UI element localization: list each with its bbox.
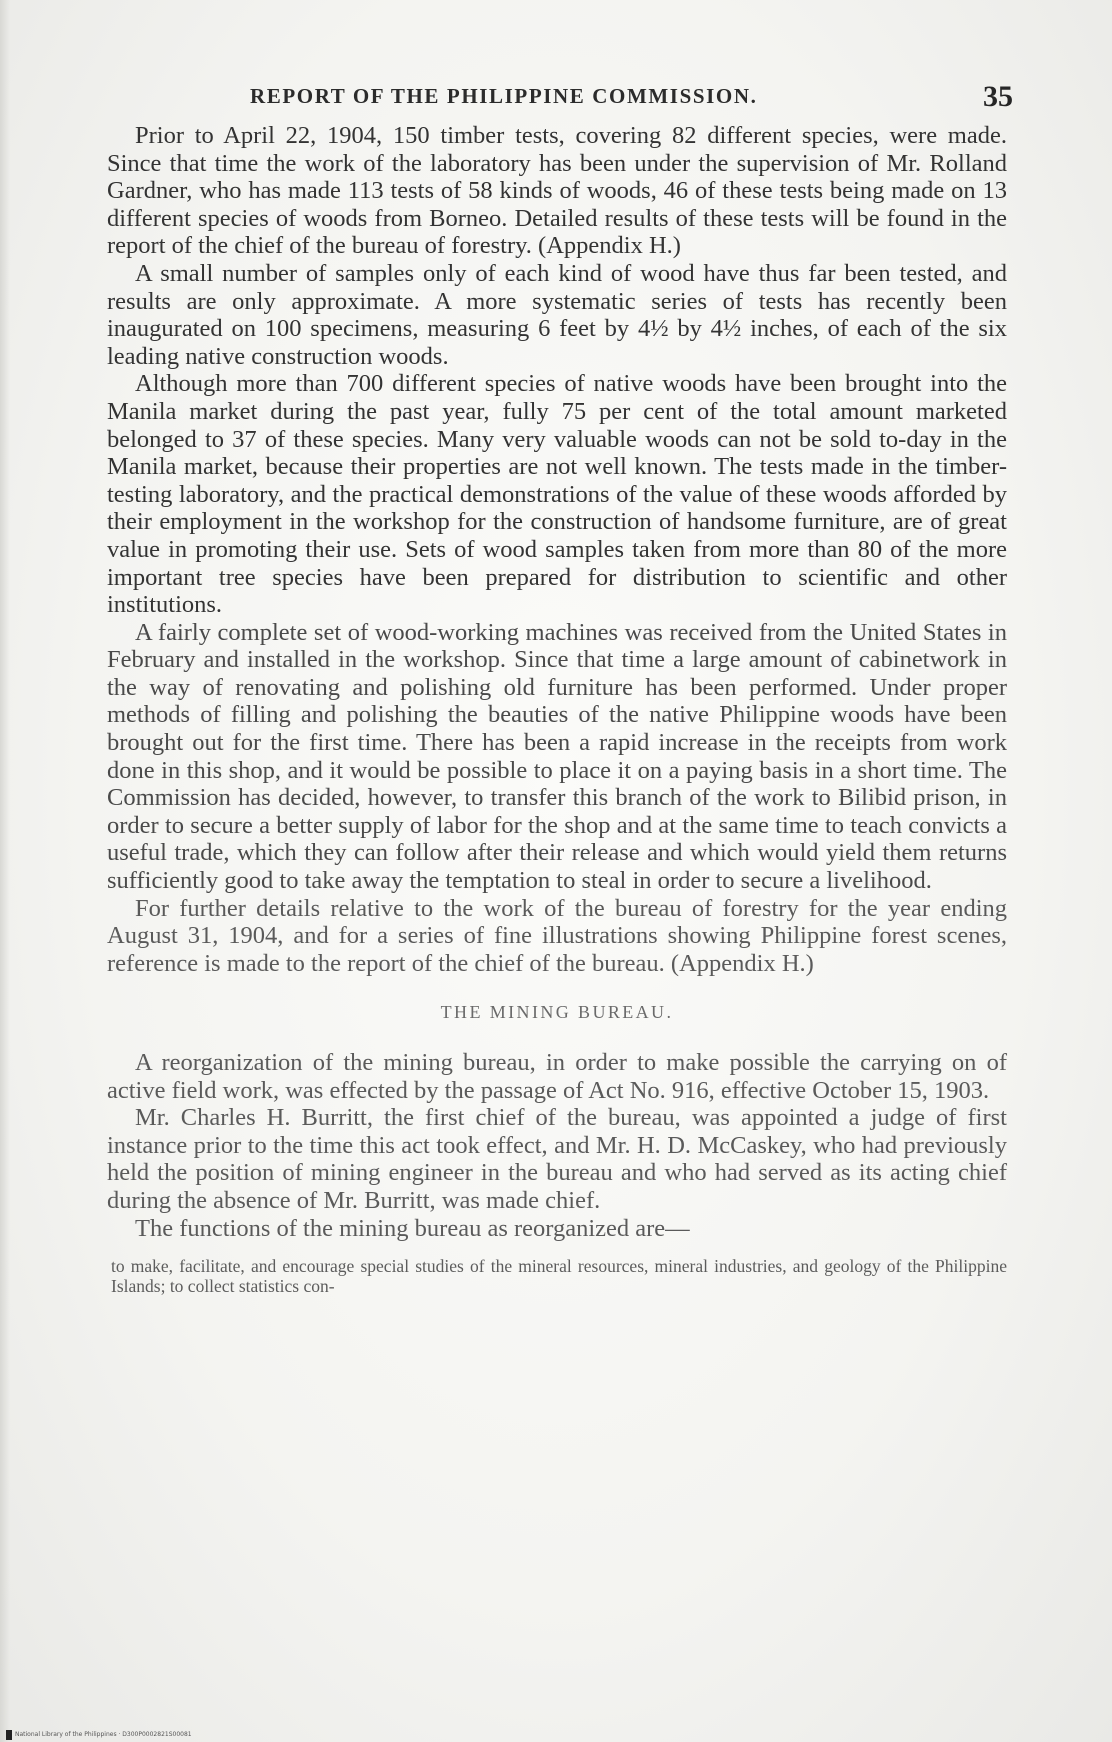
paragraph: Prior to April 22, 1904, 150 timber tests, covering 82 different species, were made. Since that time the work of the laboratory has been under the supervision of Mr. Rolland Gardner, who has made 113 tests of 58 kinds of woods, 46 of these tests being made on 13 different species of woods from Borneo. Detailed results of these tests will be found in the report of the chief of the bureau of forestry. (Appendix H.) bbox=[107, 122, 1007, 260]
paragraph: A fairly complete set of wood-working machines was received from the United States in February and installed in the workshop. Since that time a large amount of cabinetwork in the way of renovating and polishing old furniture has been performed. Under proper methods of filling and polishing the beauties of the native Philippine woods have been brought out for the first time. There has been a rapid increase in the receipts from work done in this shop, and it would be possible to place it on a paying basis in a short time. The Commission has decided, however, to transfer this branch of the work to Bilibid prison, in order to secure a better supply of labor for the shop and at the same time to teach convicts a useful trade, which they can follow after their release and which would yield them returns sufficiently good to take away the temptation to steal in order to secure a livelihood. bbox=[107, 618, 1007, 895]
section-heading: THE MINING BUREAU. bbox=[440, 1002, 674, 1023]
paragraph: A small number of samples only of each kind of wood have thus far been tested, and results are only approximate. A more systematic series of tests has recently been inaugurated on 100 specimens, measuring 6 feet by 4½ by 4½ inches, of each of the six leading native construction woods. bbox=[107, 259, 1007, 370]
scan-edge-shadow bbox=[0, 0, 10, 1742]
paragraph: Mr. Charles H. Burritt, the first chief of the bureau, was appointed a judge of first instance prior to the time this act took effect, and Mr. H. D. McCaskey, who had previously held the position of mining engineer in the bureau and who had served as its acting chief during the absence of Mr. Burritt, was made chief. bbox=[107, 1104, 1007, 1214]
footer-marker-icon bbox=[6, 1730, 12, 1740]
paragraph: A reorganization of the mining bureau, in order to make possible the carrying on of active field work, was effected by the passage of Act No. 916, effective October 15, 1903. bbox=[107, 1049, 1007, 1104]
body-text bbox=[107, 122, 1007, 1296]
block-quote: to make, facilitate, and encourage special studies of the mineral resources, mineral industries, and geology of the Philippine Islands; to collect statistics con- bbox=[111, 1256, 1007, 1297]
scan-source-footer bbox=[0, 1728, 306, 1742]
running-title: REPORT OF THE PHILIPPINE COMMISSION. bbox=[250, 84, 758, 108]
paragraph: Although more than 700 different species of native woods have been brought into the Manila market during the past year, fully 75 per cent of the total amount marketed belonged to 37 of these species. Many very valuable woods can not be sold to-day in the Manila market, because their properties are not well known. The tests made in the timber-testing laboratory, and the practical demonstrations of the value of these woods afforded by their employment in the workshop for the construction of handsome furniture, are of great value in promoting their use. Sets of wood samples taken from more than 80 of the more important tree species have been prepared for distribution to scientific and other institutions. bbox=[107, 370, 1007, 619]
footer-source-text: National Library of the Philippines · D300P0002821S00081 bbox=[15, 1731, 192, 1738]
paragraph: The functions of the mining bureau as reorganized are— bbox=[135, 1214, 690, 1242]
page-number: 35 bbox=[983, 80, 1013, 113]
paragraph: For further details relative to the work of the bureau of forestry for the year ending August 31, 1904, and for a series of fine illustrations showing Philippine forest scenes, reference is made to the report of the chief of the bureau. (Appendix H.) bbox=[107, 894, 1007, 977]
